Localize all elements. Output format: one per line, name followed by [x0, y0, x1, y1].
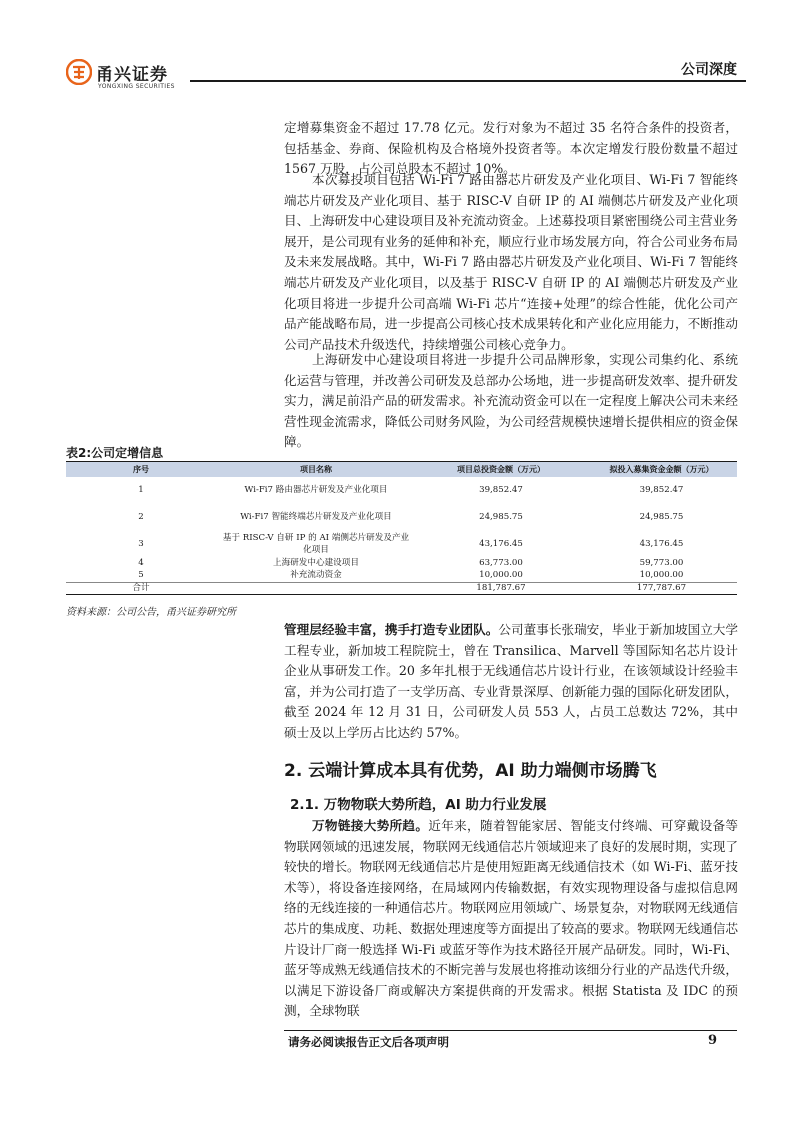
table-header-cell: 项目总投资金额（万元）: [416, 462, 586, 477]
paragraph-iot-trend: [284, 816, 738, 1022]
brand-name: 甬兴证券: [96, 65, 168, 85]
header-divider: [190, 80, 746, 82]
table-row: [66, 558, 737, 570]
table-row: [66, 531, 737, 558]
table-row: [66, 477, 737, 504]
table-cell: 24,985.75: [639, 511, 684, 522]
table-cell: 10,000.00: [479, 570, 523, 580]
subsection-heading: 2.1. 万物物联大势所趋，AI 助力行业发展: [290, 797, 547, 813]
table-cell: 3: [138, 538, 144, 549]
private-placement-table: [66, 462, 737, 595]
table-cell: 2: [138, 511, 144, 522]
table-cell: Wi-Fi7 路由器芯片研发及产业化项目: [244, 484, 388, 495]
table-cell: 63,773.00: [479, 558, 523, 569]
table-cell: 4: [138, 558, 144, 569]
table-cell: 39,852.47: [479, 484, 523, 495]
paragraph-body: 公司董事长张瑞安，毕业于新加坡国立大学工程专业，新加坡工程院院士，曾在 Transilica、Marvell 等国际知名芯片设计企业从事研发工作。20 多年扎根于无线通信芯片设计行业，在该领域设计经验丰富，并为公司打造了一支学历高、专业背景深厚、创新能力强的国际化研发团队，截至 2024 年 12 月 31 日，公司研发人员 553 人，占员工总数达 72%，其中硕士及以上学历占比达约 57%。: [284, 622, 739, 740]
paragraph-body: 近年来，随着智能家居、智能支付终端、可穿戴设备等物联网领域的迅速发展，物联网无线通信芯片领域迎来了良好的发展时期，实现了较快的增长。物联网无线通信芯片是使用短距离无线通信技术（如 Wi-Fi、蓝牙技术等），将设备连接网络，在局域网内传输数据，有效实现物理设备与虚拟信息网络的无线连接的一种通信芯片。物联网应用领域广、场景复杂，对物联网无线通信芯片的集成度、功耗、数据处理速度等方面提出了较高的要求。物联网无线通信芯片设计厂商一般选择 Wi-Fi 或蓝牙等作为技术路径开展产品研发。同时，Wi-Fi、蓝牙等成熟无线通信技术的不断完善与发展也将推动该细分行业的产品迭代升级，以满足下游设备厂商或解决方案提供商的开发需求。根据 Statista 及 IDC 的预测，全球物联: [284, 818, 739, 1019]
brand-logo-icon: [66, 59, 92, 85]
table-cell: 基于 RISC-V 自研 IP 的 AI 端侧芯片研发及产业化项目: [222, 533, 410, 555]
table-cell: 合计: [66, 582, 216, 595]
table-header-cell: 序号: [66, 462, 216, 477]
table-cell: 5: [138, 570, 144, 580]
table-cell: 1: [138, 484, 144, 495]
table-cell: 59,773.00: [639, 558, 684, 569]
table-cell: 43,176.45: [479, 538, 523, 549]
table-cell: 177,787.67: [586, 582, 737, 595]
paragraph-lead-bold: 管理层经验丰富，携手打造专业团队。: [284, 622, 499, 637]
paragraph-private-placement: 定增募集资金不超过 17.78 亿元。发行对象为不超过 35 名符合条件的投资者，包括基金、券商、保险机构及合格境外投资者等。本次定增发行股份数量不超过 1567 万股，占公司总股本不超过 10%。: [284, 120, 738, 177]
brand-logo: [66, 59, 196, 93]
table-source-note: 资料来源：公司公告，甬兴证券研究所: [66, 607, 236, 618]
table-header-cell: 拟投入募集资金金额（万元）: [586, 462, 737, 477]
table-header-row: [66, 462, 737, 477]
table-cell: [216, 582, 416, 595]
table-cell: 39,852.47: [639, 484, 684, 495]
table-row: [66, 570, 737, 582]
paragraph-lead-bold: 万物链接大势所趋。: [312, 818, 429, 833]
table-cell: 上海研发中心建设项目: [273, 558, 359, 569]
paragraph-management: [284, 620, 738, 744]
brand-subtitle: YONGXING SECURITIES: [98, 83, 175, 90]
table-header-cell: 项目名称: [216, 462, 416, 477]
paragraph-fundraising-projects: 本次募投项目包括 Wi-Fi 7 路由器芯片研发及产业化项目、Wi-Fi 7 智能终端芯片研发及产业化项目、基于 RISC-V 自研 IP 的 AI 端侧芯片研发及产业化项目、上海研发中心建设项目及补充流动资金。上述募投项目紧密围绕公司主营业务展开，是公司现有业务的延伸和补充，顺应行业市场发展方向，符合公司业务布局及未来发展战略。其中，Wi-Fi 7 路由器芯片研发及产业化项目、Wi-Fi 7 智能终端芯片研发及产业化项目，以及基于 RISC-V 自研 IP 的 AI 端侧芯片研发及产业化项目将进一步提升公司高端 Wi-Fi 芯片“连接+处理”的综合性能，优化公司产品产能战略布局，进一步提高公司核心技术成果转化和产业化应用能力，不断推动公司产品技术升级迭代，持续增强公司核心竞争力。: [284, 172, 738, 352]
table-cell: 43,176.45: [639, 538, 684, 549]
table-row: [66, 504, 737, 531]
table-cell: 181,787.67: [416, 582, 586, 595]
table-cell: 10,000.00: [639, 570, 684, 580]
page-number: 9: [707, 1033, 717, 1048]
table-cell: 24,985.75: [479, 511, 523, 522]
doc-type-label: 公司深度: [681, 62, 737, 78]
table-cell: Wi-Fi7 智能终端芯片研发及产业化项目: [240, 511, 392, 522]
footer-disclaimer: 请务必阅读报告正文后各项声明: [288, 1035, 449, 1049]
table-total-row: [66, 582, 737, 595]
table-title: 表2:公司定增信息: [66, 446, 164, 460]
section-heading: 2. 云端计算成本具有优势，AI 助力端侧市场腾飞: [284, 761, 657, 781]
footer-divider: [284, 1030, 737, 1031]
paragraph-shanghai-rd-center: 上海研发中心建设项目将进一步提升公司品牌形象，实现公司集约化、系统化运营与管理，并改善公司研发及总部办公场地，进一步提高研发效率、提升研发实力，满足前沿产品的研发需求。补充流动资金可以在一定程度上解决公司未来经营性现金流需求，降低公司财务风险，为公司经营规模快速增长提供相应的资金保障。: [284, 352, 738, 450]
table-cell: 补充流动资金: [290, 570, 342, 580]
